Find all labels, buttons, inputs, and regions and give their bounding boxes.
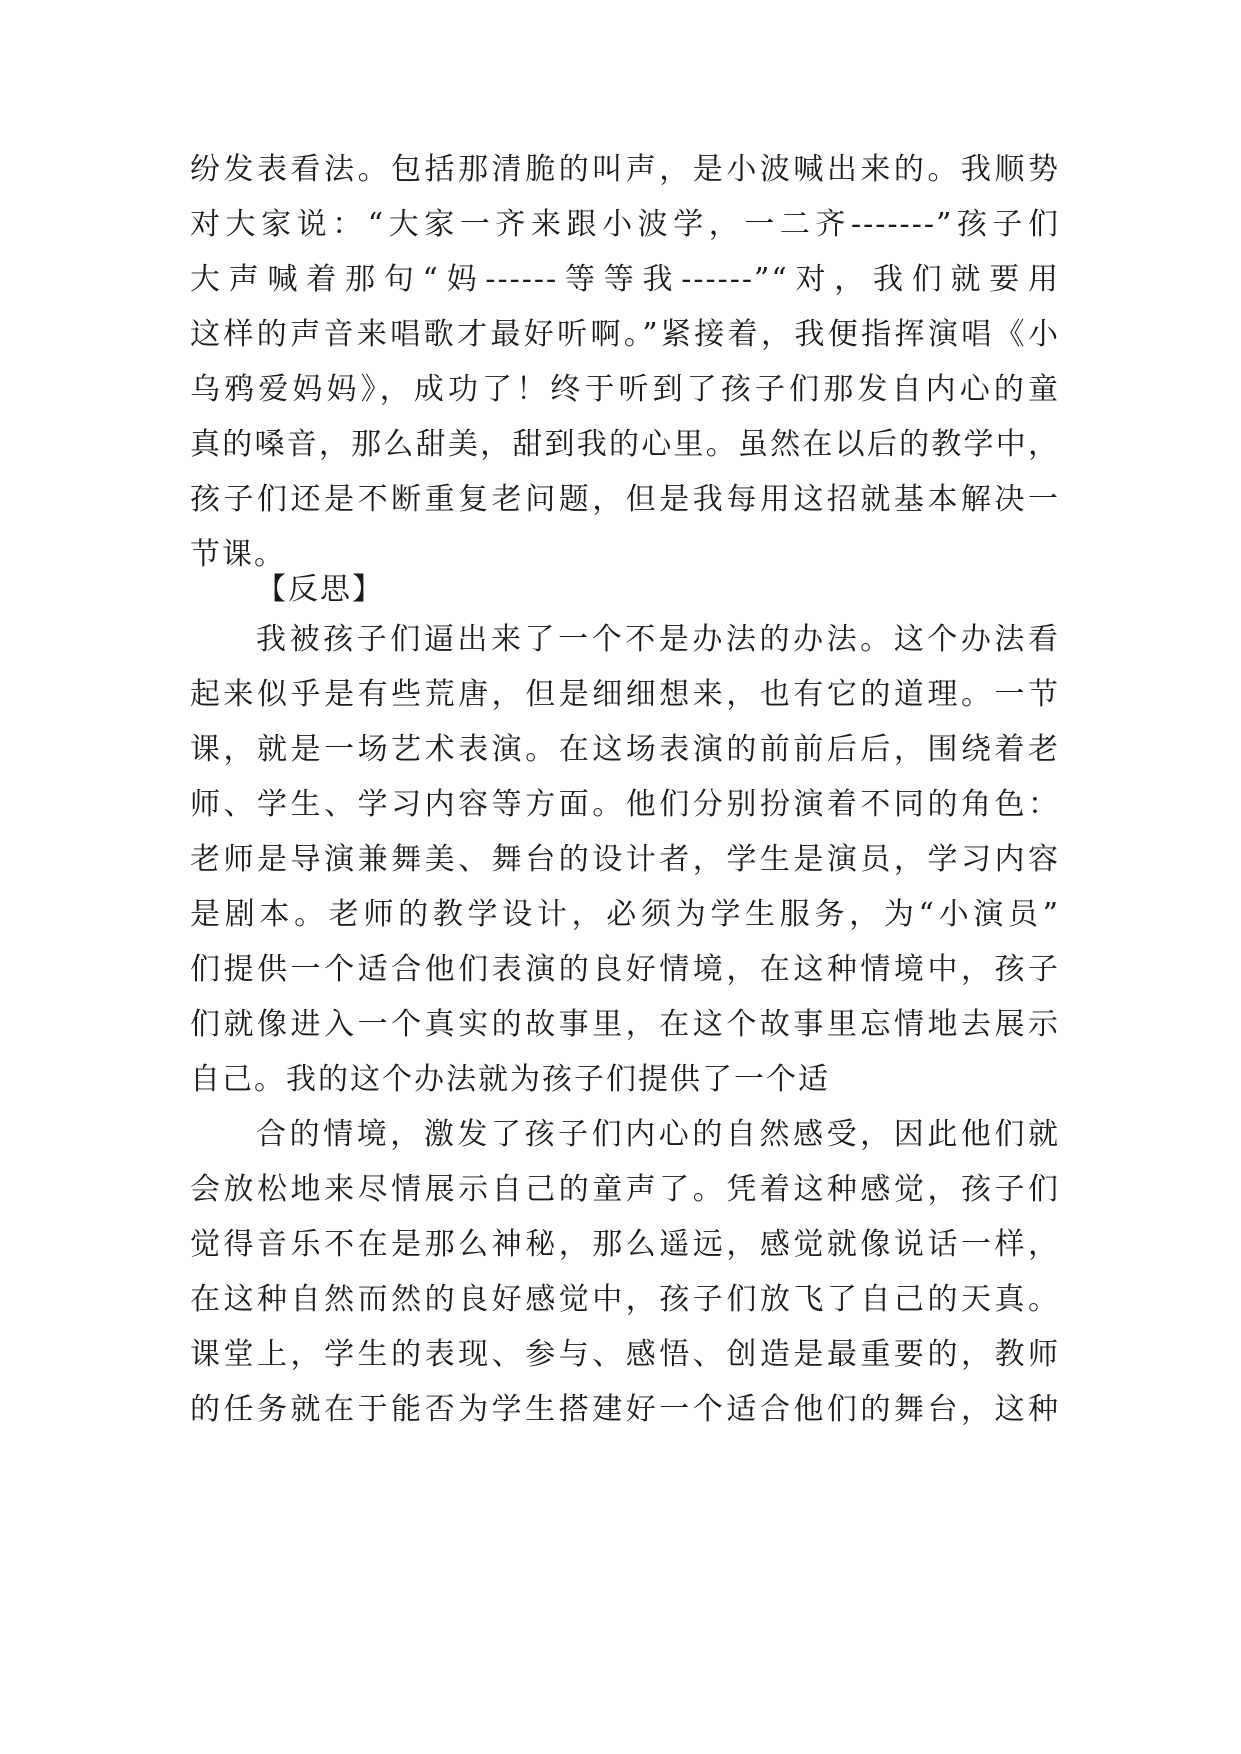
text-line: 我被孩子们逼出来了一个不是办法的办法。这个办法看 (256, 622, 1060, 657)
text-line: 节课。 (190, 537, 286, 572)
text-line: 是剧本。老师的教学设计，必须为学生服务，为“小演员” (190, 897, 1060, 932)
text-line: 们提供一个适合他们表演的良好情境，在这种情境中，孩子 (190, 952, 1060, 987)
text-line: 乌鸦爱妈妈》，成功了！终于听到了孩子们那发自内心的童 (190, 372, 1060, 407)
text-line: 对大家说：“大家一齐来跟小波学，一二齐-------”孩子们 (190, 207, 1060, 242)
text-line: 真的嗓音，那么甜美，甜到我的心里。虽然在以后的教学中， (190, 427, 1060, 462)
text-line: 合的情境，激发了孩子们内心的自然感受，因此他们就 (256, 1117, 1060, 1152)
text-line: 们就像进入一个真实的故事里，在这个故事里忘情地去展示 (190, 1007, 1060, 1042)
text-line: 这样的声音来唱歌才最好听啊。”紧接着，我便指挥演唱《小 (190, 317, 1060, 352)
text-line: 起来似乎是有些荒唐，但是细细想来，也有它的道理。一节 (190, 677, 1060, 712)
text-line: 在这种自然而然的良好感觉中，孩子们放飞了自己的天真。 (190, 1282, 1060, 1317)
text-line: 孩子们还是不断重复老问题，但是我每用这招就基本解决一 (190, 482, 1060, 517)
text-line: 师、学生、学习内容等方面。他们分别扮演着不同的角色： (190, 787, 1060, 822)
text-line: 老师是导演兼舞美、舞台的设计者，学生是演员，学习内容 (190, 842, 1060, 877)
text-line: 大声喊着那句“妈------等等我------”“对，我们就要用 (190, 262, 1060, 297)
text-line: 纷发表看法。包括那清脆的叫声，是小波喊出来的。我顺势 (190, 152, 1060, 187)
section-heading: 【反思】 (256, 572, 384, 607)
text-line: 自己。我的这个办法就为孩子们提供了一个适 (190, 1062, 830, 1097)
text-line: 课，就是一场艺术表演。在这场表演的前前后后，围绕着老 (190, 732, 1060, 767)
text-line: 课堂上，学生的表现、参与、感悟、创造是最重要的，教师 (190, 1337, 1060, 1372)
text-line: 会放松地来尽情展示自己的童声了。凭着这种感觉，孩子们 (190, 1172, 1060, 1207)
text-line: 觉得音乐不在是那么神秘，那么遥远，感觉就像说话一样， (190, 1227, 1060, 1262)
text-line: 的任务就在于能否为学生搭建好一个适合他们的舞台，这种 (190, 1392, 1060, 1427)
